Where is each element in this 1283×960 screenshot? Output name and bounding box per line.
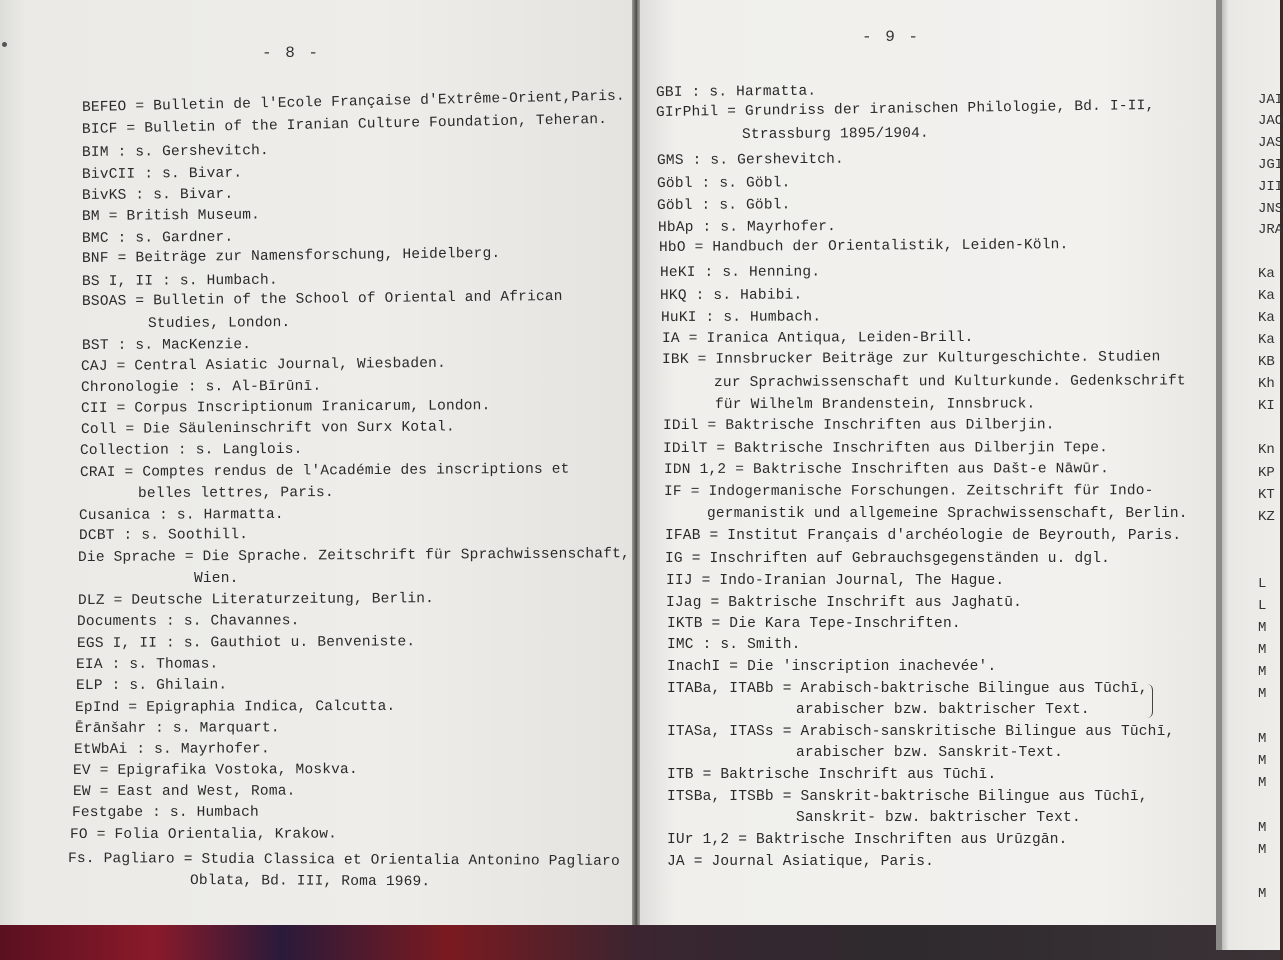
next-page-fragment: M [1258,620,1267,636]
next-page-fragment: M [1258,820,1267,836]
bracket-mark [1146,684,1153,718]
abbreviation-entry: für Wilhelm Brandenstein, Innsbruck. [714,396,1036,413]
abbreviation-entry: Die Sprache = Die Sprache. Zeitschrift für Sprachwissenschaft, [77,546,630,566]
abbreviation-entry: HbO = Handbuch der Orientalistik, Leiden-Köln. [658,237,1069,256]
abbreviation-entry: ITB = Baktrische Inschrift aus Tūchī. [667,767,997,783]
abbreviation-entry: BNF = Beiträge zur Namensforschung, Heidelberg. [81,245,501,267]
next-page-fragment: L [1258,598,1267,614]
next-page-fragment: Kn [1258,442,1275,458]
abbreviation-entry: IDilT = Baktrische Inschriften aus Dilberjin Tepe. [662,440,1109,457]
abbreviation-entry: IDil = Baktrische Inschriften aus Dilberjin. [662,417,1055,434]
next-page-fragment: KB [1258,354,1275,370]
abbreviation-entry: IFAB = Institut Français d'archéologie de Beyrouth, Paris. [665,528,1182,544]
abbreviation-entry: IIJ = Indo-Iranian Journal, The Hague. [666,573,1005,589]
abbreviation-entry: Strassburg 1895/1904. [741,125,929,143]
abbreviation-entry: Fs. Pagliaro = Studia Classica et Orientalia Antonino Pagliaro [67,851,620,870]
next-page-fragment: M [1258,886,1267,902]
abbreviation-entry: EW = East and West, Roma. [72,783,296,800]
next-page-fragment: L [1258,576,1267,592]
next-page-fragment: M [1258,842,1267,858]
abbreviation-entry: FO = Folia Orientalia, Krakow. [69,826,338,843]
abbreviation-entry: IG = Inschriften auf Gebrauchsgegenständen u. dgl. [665,551,1111,567]
abbreviation-entry: Festgabe : s. Humbach [71,804,259,821]
abbreviation-entry: belles lettres, Paris. [137,484,334,502]
next-page-fragment: JRA [1258,222,1283,238]
abbreviation-entry: IA = Iranica Antiqua, Leiden-Brill. [661,329,974,347]
abbreviation-entry: GBI : s. Harmatta. [655,83,817,101]
abbreviation-entry: Sanskrit- bzw. baktrischer Text. [796,810,1081,826]
abbreviation-entry: HbAp : s. Mayrhofer. [657,219,837,236]
next-page-fragment: KI [1258,398,1275,414]
abbreviation-entry: IF = Indogermanische Forschungen. Zeitschrift für Indo- [663,483,1154,500]
abbreviation-entry: BEFEO = Bulletin de l'Ecole Française d'Extrême-Orient,Paris. [81,88,626,116]
abbreviation-entry: Wien. [194,571,239,587]
abbreviation-entry: IMC : s. Smith. [667,637,801,653]
abbreviation-entry: DLZ = Deutsche Literaturzeitung, Berlin. [77,591,435,609]
abbreviation-entry: BS I, II : s. Humbach. [81,272,278,290]
abbreviation-entry: HKQ : s. Habibi. [659,287,803,304]
next-page-fragment: Ka [1258,266,1275,282]
abbreviation-entry: Oblata, Bd. III, Roma 1969. [189,873,431,891]
abbreviation-entry: BivCII : s. Bivar. [81,165,243,183]
abbreviation-entry: GMS : s. Gershevitch. [656,151,844,169]
next-page-fragment: Ka [1258,332,1275,348]
abbreviation-entry: arabischer bzw. baktrischer Text. [796,702,1090,718]
abbreviation-entry: IJag = Baktrische Inschrift aus Jaghatū. [666,595,1023,611]
abbreviation-entry: EV = Epigrafika Vostoka, Moskva. [72,762,358,779]
abbreviation-entry: Documents : s. Chavannes. [76,613,300,630]
abbreviation-entry: BSOAS = Bulletin of the School of Oriental and African [81,288,563,310]
next-page-fragment: M [1258,731,1267,747]
abbreviation-entry: BIM : s. Gershevitch. [81,143,270,161]
abbreviation-entry: Studies, London. [147,315,291,332]
abbreviation-entry: IKTB = Die Kara Tepe-Inschriften. [667,616,961,632]
next-page-fragment: M [1258,664,1267,680]
next-page-fragment: Ka [1258,288,1275,304]
abbreviation-entry: InachI = Die 'inscription inachevée'. [667,659,997,675]
abbreviation-entry: JA = Journal Asiatique, Paris. [667,854,935,870]
abbreviation-entry: DCBT : s. Soothill. [78,527,249,544]
abbreviation-entry: BivKS : s. Bivar. [81,186,234,204]
abbreviation-entry: Coll = Die Säuleninschrift von Surx Kotal. [80,419,455,438]
abbreviation-entry: ITASa, ITASs = Arabisch-sanskritische Bilingue aus Tūchī, [667,724,1175,740]
abbreviation-entry: CII = Corpus Inscriptionum Iranicarum, London. [80,398,491,417]
next-page-fragment: JAO [1258,113,1283,129]
abbreviation-entry: ELP : s. Ghilain. [75,677,228,694]
abbreviation-entry: Chronologie : s. Al-Bīrūnī. [80,378,322,396]
page-number-left: - 8 - [262,44,321,62]
abbreviation-entry: Göbl : s. Göbl. [656,197,791,214]
next-page-fragment: M [1258,642,1267,658]
abbreviation-entry: arabischer bzw. Sanskrit-Text. [796,745,1064,761]
next-page-fragment: M [1258,686,1267,702]
next-page-fragment: Kh [1258,376,1275,392]
abbreviation-entry: Göbl : s. Göbl. [656,175,791,192]
abbreviation-entry: Collection : s. Langlois. [79,441,303,459]
next-page-fragment: JAS [1258,135,1283,151]
abbreviation-entry: ITSBa, ITSBb = Sanskrit-baktrische Bilingue aus Tūchī, [667,789,1148,805]
page-number-right: - 9 - [862,28,921,46]
next-page-fragment: JGI [1258,157,1283,173]
next-page-fragment: M [1258,753,1267,769]
next-page-fragment: KP [1258,465,1275,481]
next-page-fragment: M [1258,775,1267,791]
next-page-fragment: JII [1258,179,1283,195]
abbreviation-entry: IBK = Innsbrucker Beiträge zur Kulturgeschichte. Studien [661,349,1161,368]
next-page-fragment: Ka [1258,310,1275,326]
abbreviation-entry: EGS I, II : s. Gauthiot u. Benveniste. [76,634,416,652]
abbreviation-entry: BMC : s. Gardner. [81,229,234,247]
abbreviation-entry: HeKI : s. Henning. [659,264,821,281]
abbreviation-entry: zur Sprachwissenschaft und Kulturkunde. Gedenkschrift [713,373,1186,391]
abbreviation-entry: GIrPhil = Grundriss der iranischen Philologie, Bd. I-II, [655,98,1155,121]
next-page-fragment: KT [1258,487,1275,503]
abbreviation-entry: Cusanica : s. Harmatta. [78,506,284,524]
next-page-fragment: JNS [1258,201,1283,217]
abbreviation-entry: IUr 1,2 = Baktrische Inschriften aus Urūzgān. [667,832,1068,848]
abbreviation-entry: EpInd = Epigraphia Indica, Calcutta. [74,698,396,716]
abbreviation-entry: Ērānšahr : s. Marquart. [74,720,280,737]
abbreviation-entry: BM = British Museum. [81,207,261,225]
next-page-fragment: JAI [1258,92,1283,108]
abbreviation-entry: EtWbAi : s. Mayrhofer. [73,741,270,758]
abbreviation-entry: ITABa, ITABb = Arabisch-baktrische Bilingue aus Tūchī, [667,681,1148,697]
abbreviation-entry: BST : s. MacKenzie. [81,337,252,354]
abbreviation-entry: germanistik und allgemeine Sprachwissenschaft, Berlin. [707,506,1188,522]
abbreviation-entry: EIA : s. Thomas. [75,656,219,673]
next-page-fragment: KZ [1258,509,1275,525]
abbreviation-entry: CAJ = Central Asiatic Journal, Wiesbaden. [80,355,447,375]
abbreviation-entry: HuKI : s. Humbach. [660,309,822,326]
abbreviation-entry: CRAI = Comptes rendus de l'Académie des inscriptions et [79,461,570,481]
abbreviation-entry: BICF = Bulletin of the Iranian Culture Foundation, Teheran. [81,111,608,138]
abbreviation-entry: IDN 1,2 = Baktrische Inschriften aus Dašt-e Nāwūr. [663,461,1110,478]
